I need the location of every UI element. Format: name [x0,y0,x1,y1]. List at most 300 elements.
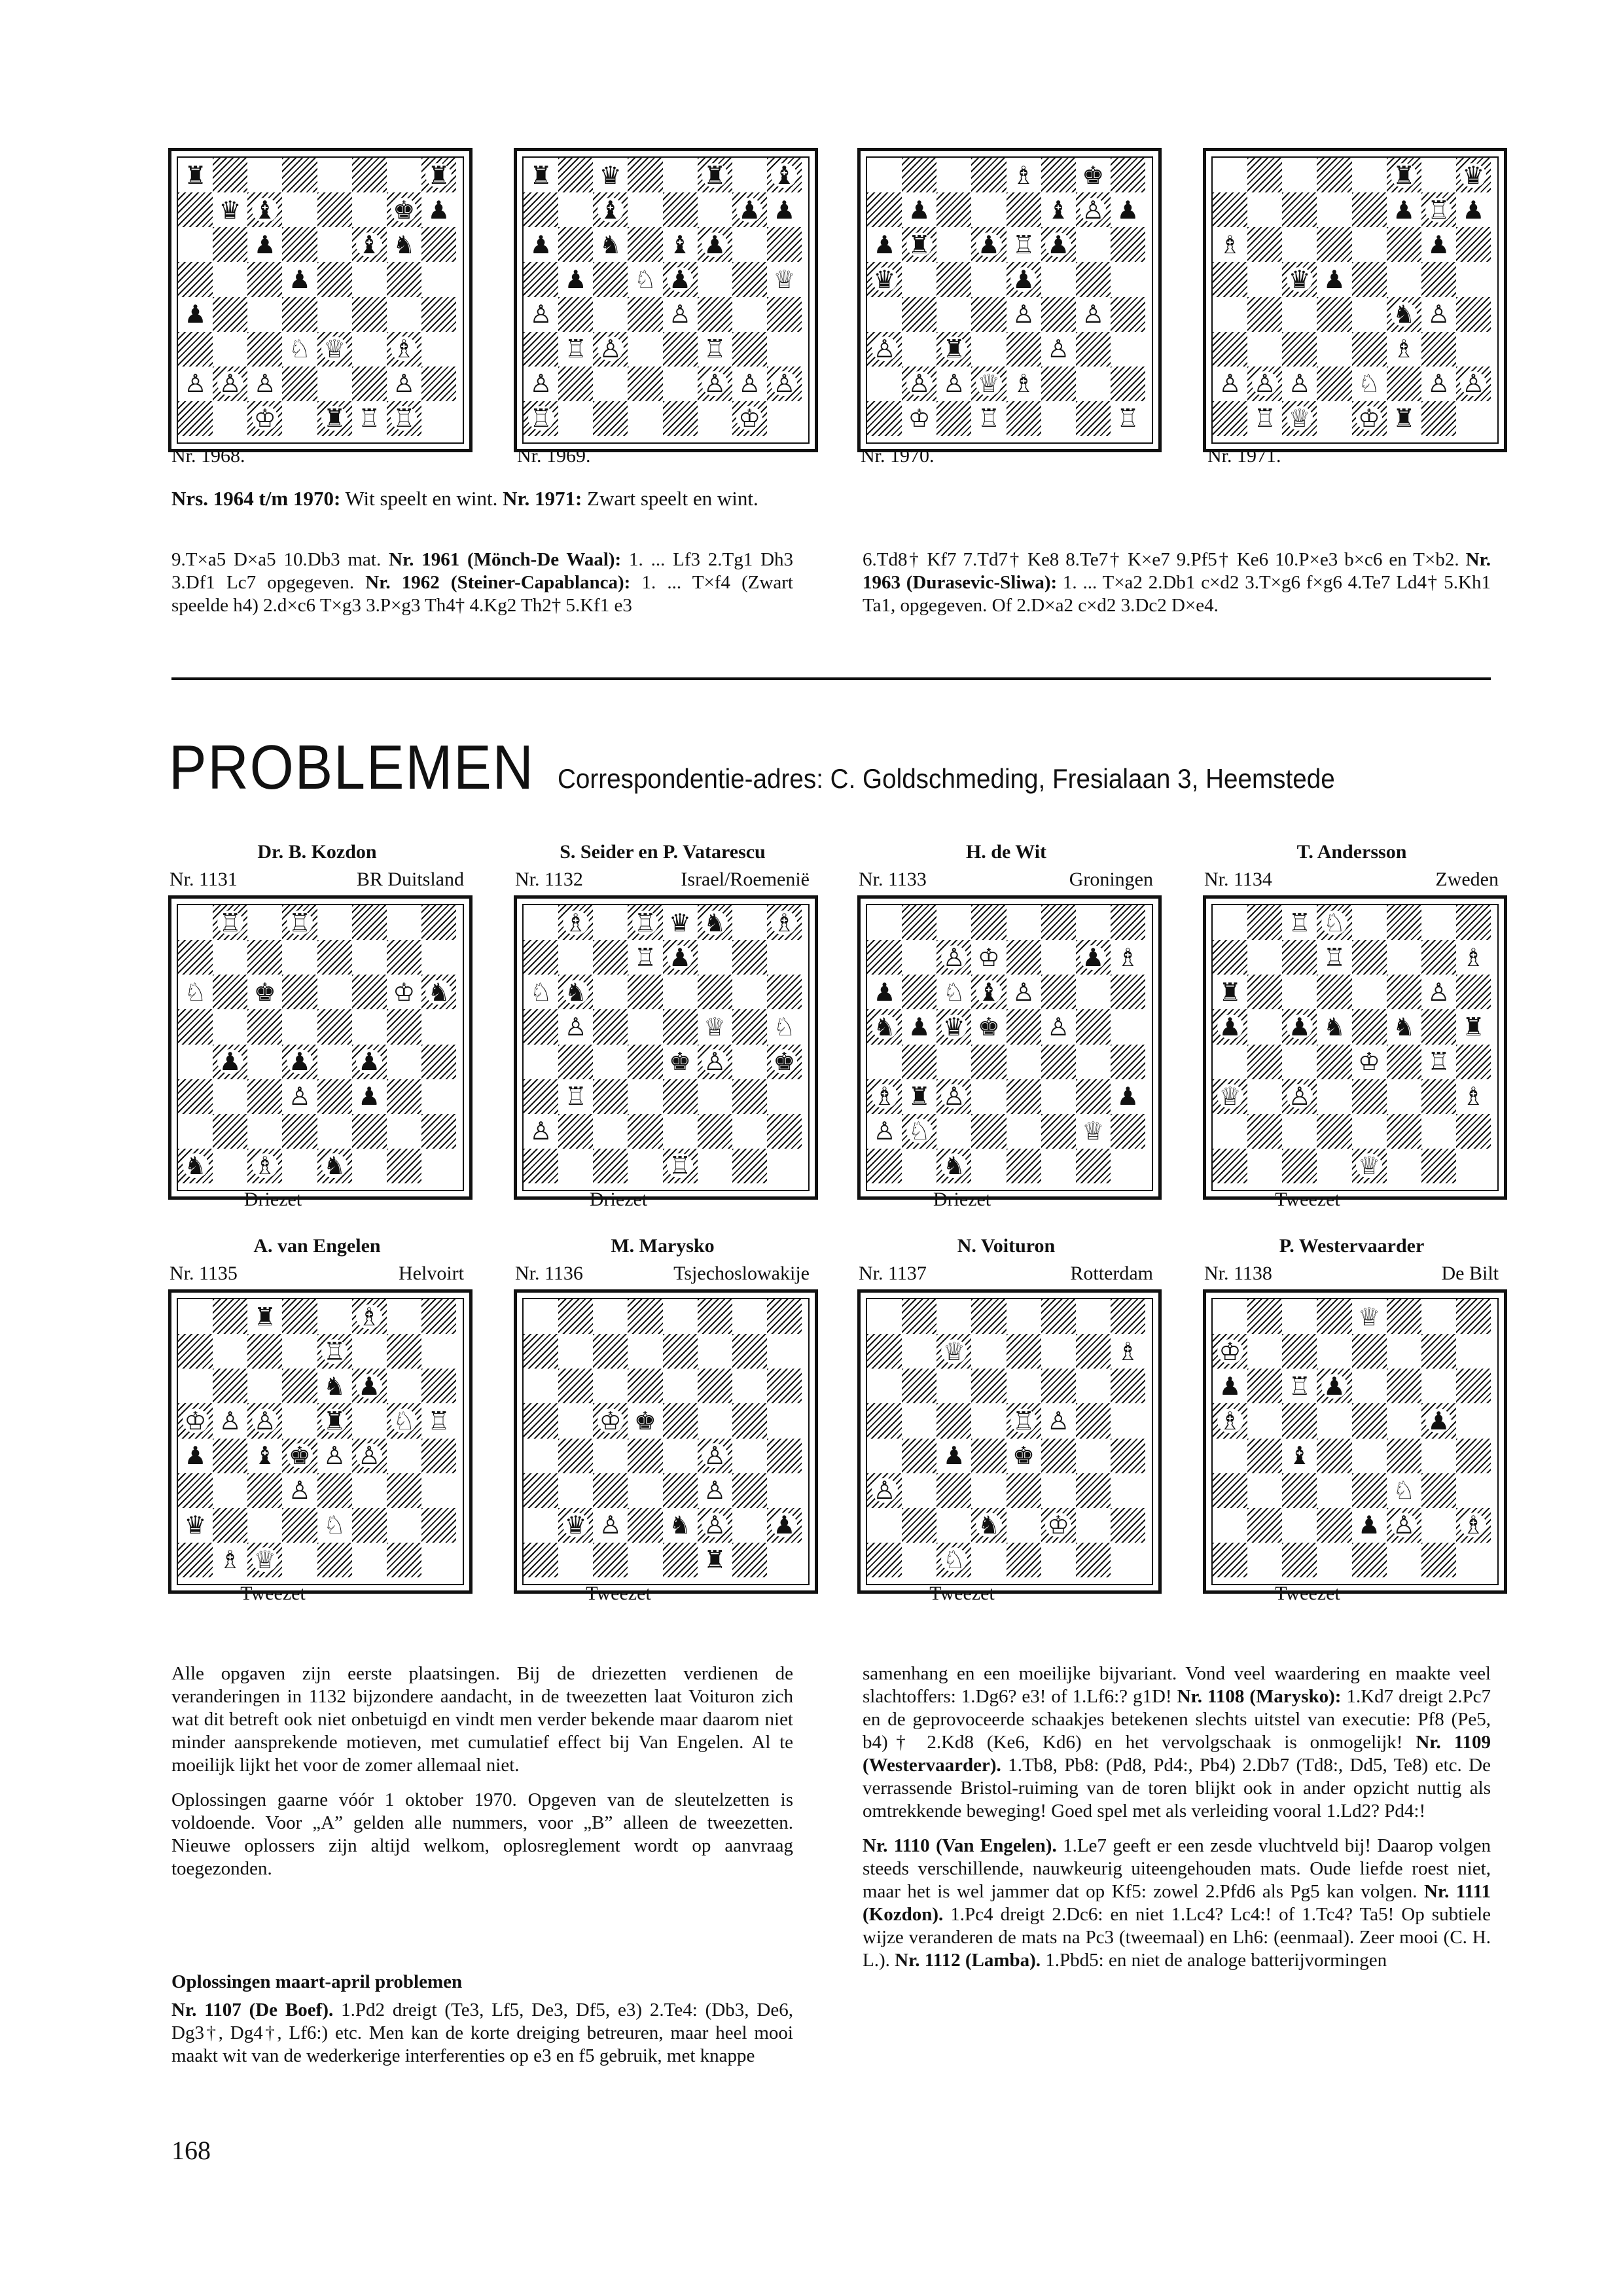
white-queen-icon: ♕ [247,1543,282,1577]
black-pawn-icon: ♟ [282,262,317,296]
board-square [1317,367,1351,401]
board-square [317,1009,352,1044]
board-square [867,1543,902,1577]
problem-label [859,1263,1153,1285]
board-square [421,1149,456,1183]
board-square [1387,1149,1421,1183]
board-square [1352,1369,1387,1403]
black-pawn-icon: ♟ [1352,1508,1387,1543]
board-square [282,940,317,975]
black-knight-icon: ♞ [593,227,628,262]
game-diagram-1 [168,148,473,452]
board-square [1282,1473,1317,1508]
board-square [1041,367,1076,401]
white-rook-icon: ♖ [524,401,558,436]
board-square [352,367,387,401]
board-square [1317,1114,1351,1149]
problem-author: M. Marysko [611,1235,715,1257]
board-square [213,940,247,975]
board-square [1007,1114,1041,1149]
white-pawn-icon: ♙ [1421,367,1456,401]
subtitle-address: C. Goldschmeding, Fresialaan 3, Heemstede [823,763,1335,794]
board-square [971,332,1006,367]
board-square [558,1543,593,1577]
white-king-icon: ♔ [902,401,936,436]
board-square [867,1299,902,1334]
board-square [1111,1439,1145,1473]
board-square [628,367,662,401]
board-square [387,1369,421,1403]
board-square [178,332,213,367]
board-square [732,1369,767,1403]
black-pawn-icon: ♟ [1421,227,1456,262]
white-king-icon: ♔ [178,1403,213,1438]
board-square [867,905,902,940]
white-pawn-icon: ♙ [1007,975,1041,1009]
board-square [936,262,971,296]
board-square [628,1334,662,1369]
black-pawn-icon: ♟ [1111,192,1145,227]
board-square [1041,1543,1076,1577]
problem-type: Tweezet [586,1583,651,1604]
problem-type: Driezet [933,1189,991,1210]
board-square [732,332,767,367]
board-square [1421,1334,1456,1369]
board-square [317,1045,352,1079]
board-square [387,1045,421,1079]
board-square [387,1439,421,1473]
black-pawn-icon: ♟ [1076,940,1111,975]
black-bishop-icon: ♝ [1282,1439,1317,1473]
black-king-icon: ♚ [387,192,421,227]
black-pawn-icon: ♟ [767,192,802,227]
board-square [971,1114,1006,1149]
board-square [732,905,767,940]
black-pawn-icon: ♟ [178,297,213,332]
problem-label [515,1263,810,1285]
board-square [698,975,732,1009]
board-square [732,227,767,262]
white-pawn-icon: ♙ [663,297,698,332]
problem-number: Nr. 1136 [515,1263,583,1284]
board-square [1247,1543,1282,1577]
board-square [1247,905,1282,940]
board-square [698,262,732,296]
white-pawn-icon: ♙ [1247,367,1282,401]
white-bishop-icon: ♗ [1213,1403,1247,1438]
board-square [282,975,317,1009]
white-rook-icon: ♖ [1007,227,1041,262]
problem-author: P. Westervaarder [1279,1235,1425,1257]
black-pawn-icon: ♟ [902,192,936,227]
board-square [213,1009,247,1044]
board-square [1387,367,1421,401]
white-pawn-icon: ♙ [867,1473,902,1508]
board-square [247,158,282,192]
board-square [558,1473,593,1508]
white-king-icon: ♔ [1213,1334,1247,1369]
white-pawn-icon: ♙ [698,1508,732,1543]
board-square [213,332,247,367]
board-square [902,1439,936,1473]
board-square [1247,1009,1282,1044]
board-square [1213,332,1247,367]
black-bishop-icon: ♝ [767,158,802,192]
board-square [247,297,282,332]
white-bishop-icon: ♗ [767,905,802,940]
board-square [317,192,352,227]
board-square [1456,1114,1491,1149]
section-divider [171,677,1491,680]
white-king-icon: ♔ [732,401,767,436]
white-pawn-icon: ♙ [936,940,971,975]
black-king-icon: ♚ [282,1439,317,1473]
problem-diagram-7 [857,1289,1162,1594]
white-rook-icon: ♖ [282,905,317,940]
white-pawn-icon: ♙ [593,332,628,367]
board-square [936,158,971,192]
problem-number: Nr. 1137 [859,1263,927,1284]
problem-diagram-8 [1203,1289,1507,1594]
board-square [1213,262,1247,296]
board-square [558,367,593,401]
board-square [732,1045,767,1079]
board-square [663,1334,698,1369]
board-square [867,1508,902,1543]
board-square [698,401,732,436]
board-square [387,1114,421,1149]
board-square [524,1009,558,1044]
board-square [1111,1369,1145,1403]
white-pawn-icon: ♙ [1076,297,1111,332]
board-square [1387,1334,1421,1369]
board-square [593,1009,628,1044]
board-square [421,1079,456,1114]
white-knight-icon: ♘ [282,332,317,367]
board-square [1282,158,1317,192]
black-queen-icon: ♛ [593,158,628,192]
board-square [1076,1045,1111,1079]
board-square [282,1508,317,1543]
board-square [421,1114,456,1149]
board-square [1317,1473,1351,1508]
board-square [178,1473,213,1508]
white-bishop-icon: ♗ [352,1299,387,1334]
board-square [1007,1009,1041,1044]
board-square [971,1543,1006,1577]
board-square [628,1439,662,1473]
board-square [1007,940,1041,975]
board-square [867,1369,902,1403]
board-square [282,1334,317,1369]
board-square [867,1149,902,1183]
board-square [178,1369,213,1403]
board-square [767,1439,802,1473]
board-square [352,262,387,296]
black-pawn-icon: ♟ [867,227,902,262]
board-square [1111,158,1145,192]
board-square [282,1299,317,1334]
board-square [1213,1473,1247,1508]
board-square [247,1473,282,1508]
board-square [317,367,352,401]
board-square [317,1079,352,1114]
board-square [698,1369,732,1403]
board-square [352,1403,387,1438]
board-square [732,1149,767,1183]
top-caption-4: Nr. 1971. [1207,445,1281,467]
board-square [1041,1473,1076,1508]
board-square [387,158,421,192]
board-square [282,1403,317,1438]
board-square [593,262,628,296]
board-square [593,297,628,332]
board-square [421,905,456,940]
board-square [1317,1045,1351,1079]
black-rook-icon: ♜ [1456,1009,1491,1044]
board-square [1041,1079,1076,1114]
black-king-icon: ♚ [767,1045,802,1079]
board-square [524,1369,558,1403]
board-square [1282,227,1317,262]
board-square [1282,975,1317,1009]
board-square [1111,1009,1145,1044]
board-square [1076,1439,1111,1473]
board-square [1352,1079,1387,1114]
board-square [1007,1299,1041,1334]
board-square [1421,905,1456,940]
board-square [1076,332,1111,367]
board-square [558,1114,593,1149]
board-square [1421,401,1456,436]
board-square [352,158,387,192]
board-square [628,158,662,192]
black-pawn-icon: ♟ [1387,192,1421,227]
board-square [1247,1299,1282,1334]
board-square [1282,1149,1317,1183]
solutions-bottom-left: Nr. 1107 (De Boef). 1.Pd2 dreigt (Te3, Lf5, De3, Df5, e3) 2.Te4: (Db3, De6, Dg3†, Dg4†, Lf6:) etc. Men kan de korte dreiging betreuren, maar heel mooi maakt wit van de wederkerige interferenties op e3 en f5 gebruik, met knappe [171,2000,793,2066]
white-pawn-icon: ♙ [936,1079,971,1114]
board-square [867,1334,902,1369]
white-rook-icon: ♖ [698,332,732,367]
board-square [421,332,456,367]
black-pawn-icon: ♟ [1111,1079,1145,1114]
board-square [1352,332,1387,367]
board-square [663,192,698,227]
board-square [178,262,213,296]
board-square [732,1473,767,1508]
board-square [663,1009,698,1044]
problem-number: Nr. 1133 [859,869,927,890]
board-square [1076,905,1111,940]
black-king-icon: ♚ [247,975,282,1009]
black-rook-icon: ♜ [421,158,456,192]
board-square [767,975,802,1009]
black-rook-icon: ♜ [317,401,352,436]
white-pawn-icon: ♙ [524,297,558,332]
problem-type: Tweezet [929,1583,995,1604]
white-king-icon: ♔ [971,940,1006,975]
board-square [317,262,352,296]
white-rook-icon: ♖ [1247,401,1282,436]
problem-label [515,869,810,891]
white-queen-icon: ♕ [1076,1114,1111,1149]
board-square [971,1299,1006,1334]
black-pawn-icon: ♟ [971,227,1006,262]
board-square [1352,1473,1387,1508]
board-square [593,367,628,401]
board-square [1111,1299,1145,1334]
problem-number: Nr. 1131 [169,869,238,890]
board-square [558,1149,593,1183]
note-paragraph: samenhang en een moeilijke bijvariant. Vond veel waardering en maakte veel slachtoffers: 1.Dg6? e3! of 1.Lf6:? g1D! Nr. 1108 (Marysko): 1.Kd7 dreigt 2.Pc7 en de geprovoceerde schaakjes betekenen slechts uitstel van executie: Pf8 (Pe5, b4)† 2.Kd8 (Ke6, Kd6) en het vervolgschaak is onmogelijk! Nr. 1109 (Westervaarder). 1.Tb8, Pb8: (Pd8, Pd4:, Pb4) 2.Db7 (Td8:, Dd5, Te8) etc. De verrassende Bristol-ruiming van de toren blijkt ook in ander opzicht nuttig als omtrekkende beweging! Goed spel met als verleiding vooral 1.Ld2? Pd4:! [863,1663,1491,1821]
black-knight-icon: ♞ [1387,297,1421,332]
board-square [1247,1149,1282,1183]
white-rook-icon: ♖ [628,940,662,975]
white-rook-icon: ♖ [628,905,662,940]
board-square [593,1543,628,1577]
board-square [1352,1009,1387,1044]
white-king-icon: ♔ [387,975,421,1009]
board-square [593,940,628,975]
white-pawn-icon: ♙ [247,1403,282,1438]
board-square [1387,1114,1421,1149]
board-square [628,1079,662,1114]
top-caption-3: Nr. 1970. [861,445,935,467]
white-pawn-icon: ♙ [593,1508,628,1543]
board-square [936,1473,971,1508]
board-square [213,1149,247,1183]
board-square [732,975,767,1009]
white-bishop-icon: ♗ [1456,1079,1491,1114]
white-pawn-icon: ♙ [1421,975,1456,1009]
black-pawn-icon: ♟ [867,975,902,1009]
problem-author: S. Seider en P. Vatarescu [560,841,766,863]
board-square [1317,1299,1351,1334]
board-square [936,905,971,940]
board-square [936,1369,971,1403]
board-square [421,1045,456,1079]
black-bishop-icon: ♝ [593,192,628,227]
board-square [1317,975,1351,1009]
board-square [1007,401,1041,436]
board-square [1387,905,1421,940]
board-square [421,401,456,436]
board-square [1352,1334,1387,1369]
board-square [1007,1369,1041,1403]
problem-origin: Zweden [1435,869,1499,890]
board-square [1317,401,1351,436]
board-square [628,1543,662,1577]
board-square [317,1299,352,1334]
black-pawn-icon: ♟ [213,1045,247,1079]
board-square [1111,262,1145,296]
board-square [1247,158,1282,192]
board-square [971,192,1006,227]
board-square [524,940,558,975]
black-pawn-icon: ♟ [1317,262,1351,296]
board-square [628,401,662,436]
board-square [902,158,936,192]
board-square [1213,905,1247,940]
black-pawn-icon: ♟ [352,1079,387,1114]
board-square [213,227,247,262]
board-square [867,401,902,436]
black-pawn-icon: ♟ [282,1045,317,1079]
board-square [732,1543,767,1577]
board-square [1387,1079,1421,1114]
board-square [1111,1543,1145,1577]
board-square [524,192,558,227]
white-knight-icon: ♘ [936,1543,971,1577]
white-rook-icon: ♖ [1421,192,1456,227]
board-square [1076,1079,1111,1114]
white-rook-icon: ♖ [1282,1369,1317,1403]
black-pawn-icon: ♟ [1213,1009,1247,1044]
board-square [178,192,213,227]
board-square [1213,1114,1247,1149]
black-pawn-icon: ♟ [1213,1369,1247,1403]
board-square [593,1334,628,1369]
black-rook-icon: ♜ [247,1299,282,1334]
board-square [352,1473,387,1508]
note-paragraph: Alle opgaven zijn eerste plaatsingen. Bij de driezetten verdienen de veranderingen in 1132 bijzondere aandacht, in de tweezetten laat Voituron zich wat dit betreft ook niet onbetuigd en vindt men verder bekende maar daarom niet minder aansprekende motieven, met cumulatief effect bij Van Engelen. Al te moeilijk lijkt het voor de zomer allemaal niet. [171,1663,793,1776]
board-square [767,297,802,332]
board-square [732,1079,767,1114]
white-knight-icon: ♘ [1317,905,1351,940]
board-square [1387,940,1421,975]
board-square [1317,1543,1351,1577]
board-square [902,1299,936,1334]
board-square [1247,1403,1282,1438]
board-square [732,1508,767,1543]
white-pawn-icon: ♙ [213,1403,247,1438]
board-square [1317,158,1351,192]
board-square [767,227,802,262]
board-square [247,1508,282,1543]
white-pawn-icon: ♙ [558,1009,593,1044]
black-rook-icon: ♜ [317,1403,352,1438]
white-rook-icon: ♖ [1007,1403,1041,1438]
board-square [178,1009,213,1044]
board-square [282,401,317,436]
problem-diagram-6 [514,1289,818,1594]
board-square [421,1009,456,1044]
white-queen-icon: ♕ [1352,1149,1387,1183]
board-square [1421,1149,1456,1183]
black-rook-icon: ♜ [524,158,558,192]
board-square [767,1334,802,1369]
white-rook-icon: ♖ [213,905,247,940]
board-square [1007,1334,1041,1369]
board-square [282,1114,317,1149]
board-square [936,1508,971,1543]
board-square [1007,1508,1041,1543]
board-square [1387,227,1421,262]
board-square [421,297,456,332]
board-square [767,332,802,367]
board-square [698,1149,732,1183]
black-knight-icon: ♞ [421,975,456,1009]
board-square [421,1299,456,1334]
board-square [971,1439,1006,1473]
problem-diagram-1 [168,895,473,1200]
white-bishop-icon: ♗ [1456,1508,1491,1543]
board-square [1317,1334,1351,1369]
problem-number: Nr. 1134 [1204,869,1272,890]
black-pawn-icon: ♟ [524,227,558,262]
board-square [1352,975,1387,1009]
